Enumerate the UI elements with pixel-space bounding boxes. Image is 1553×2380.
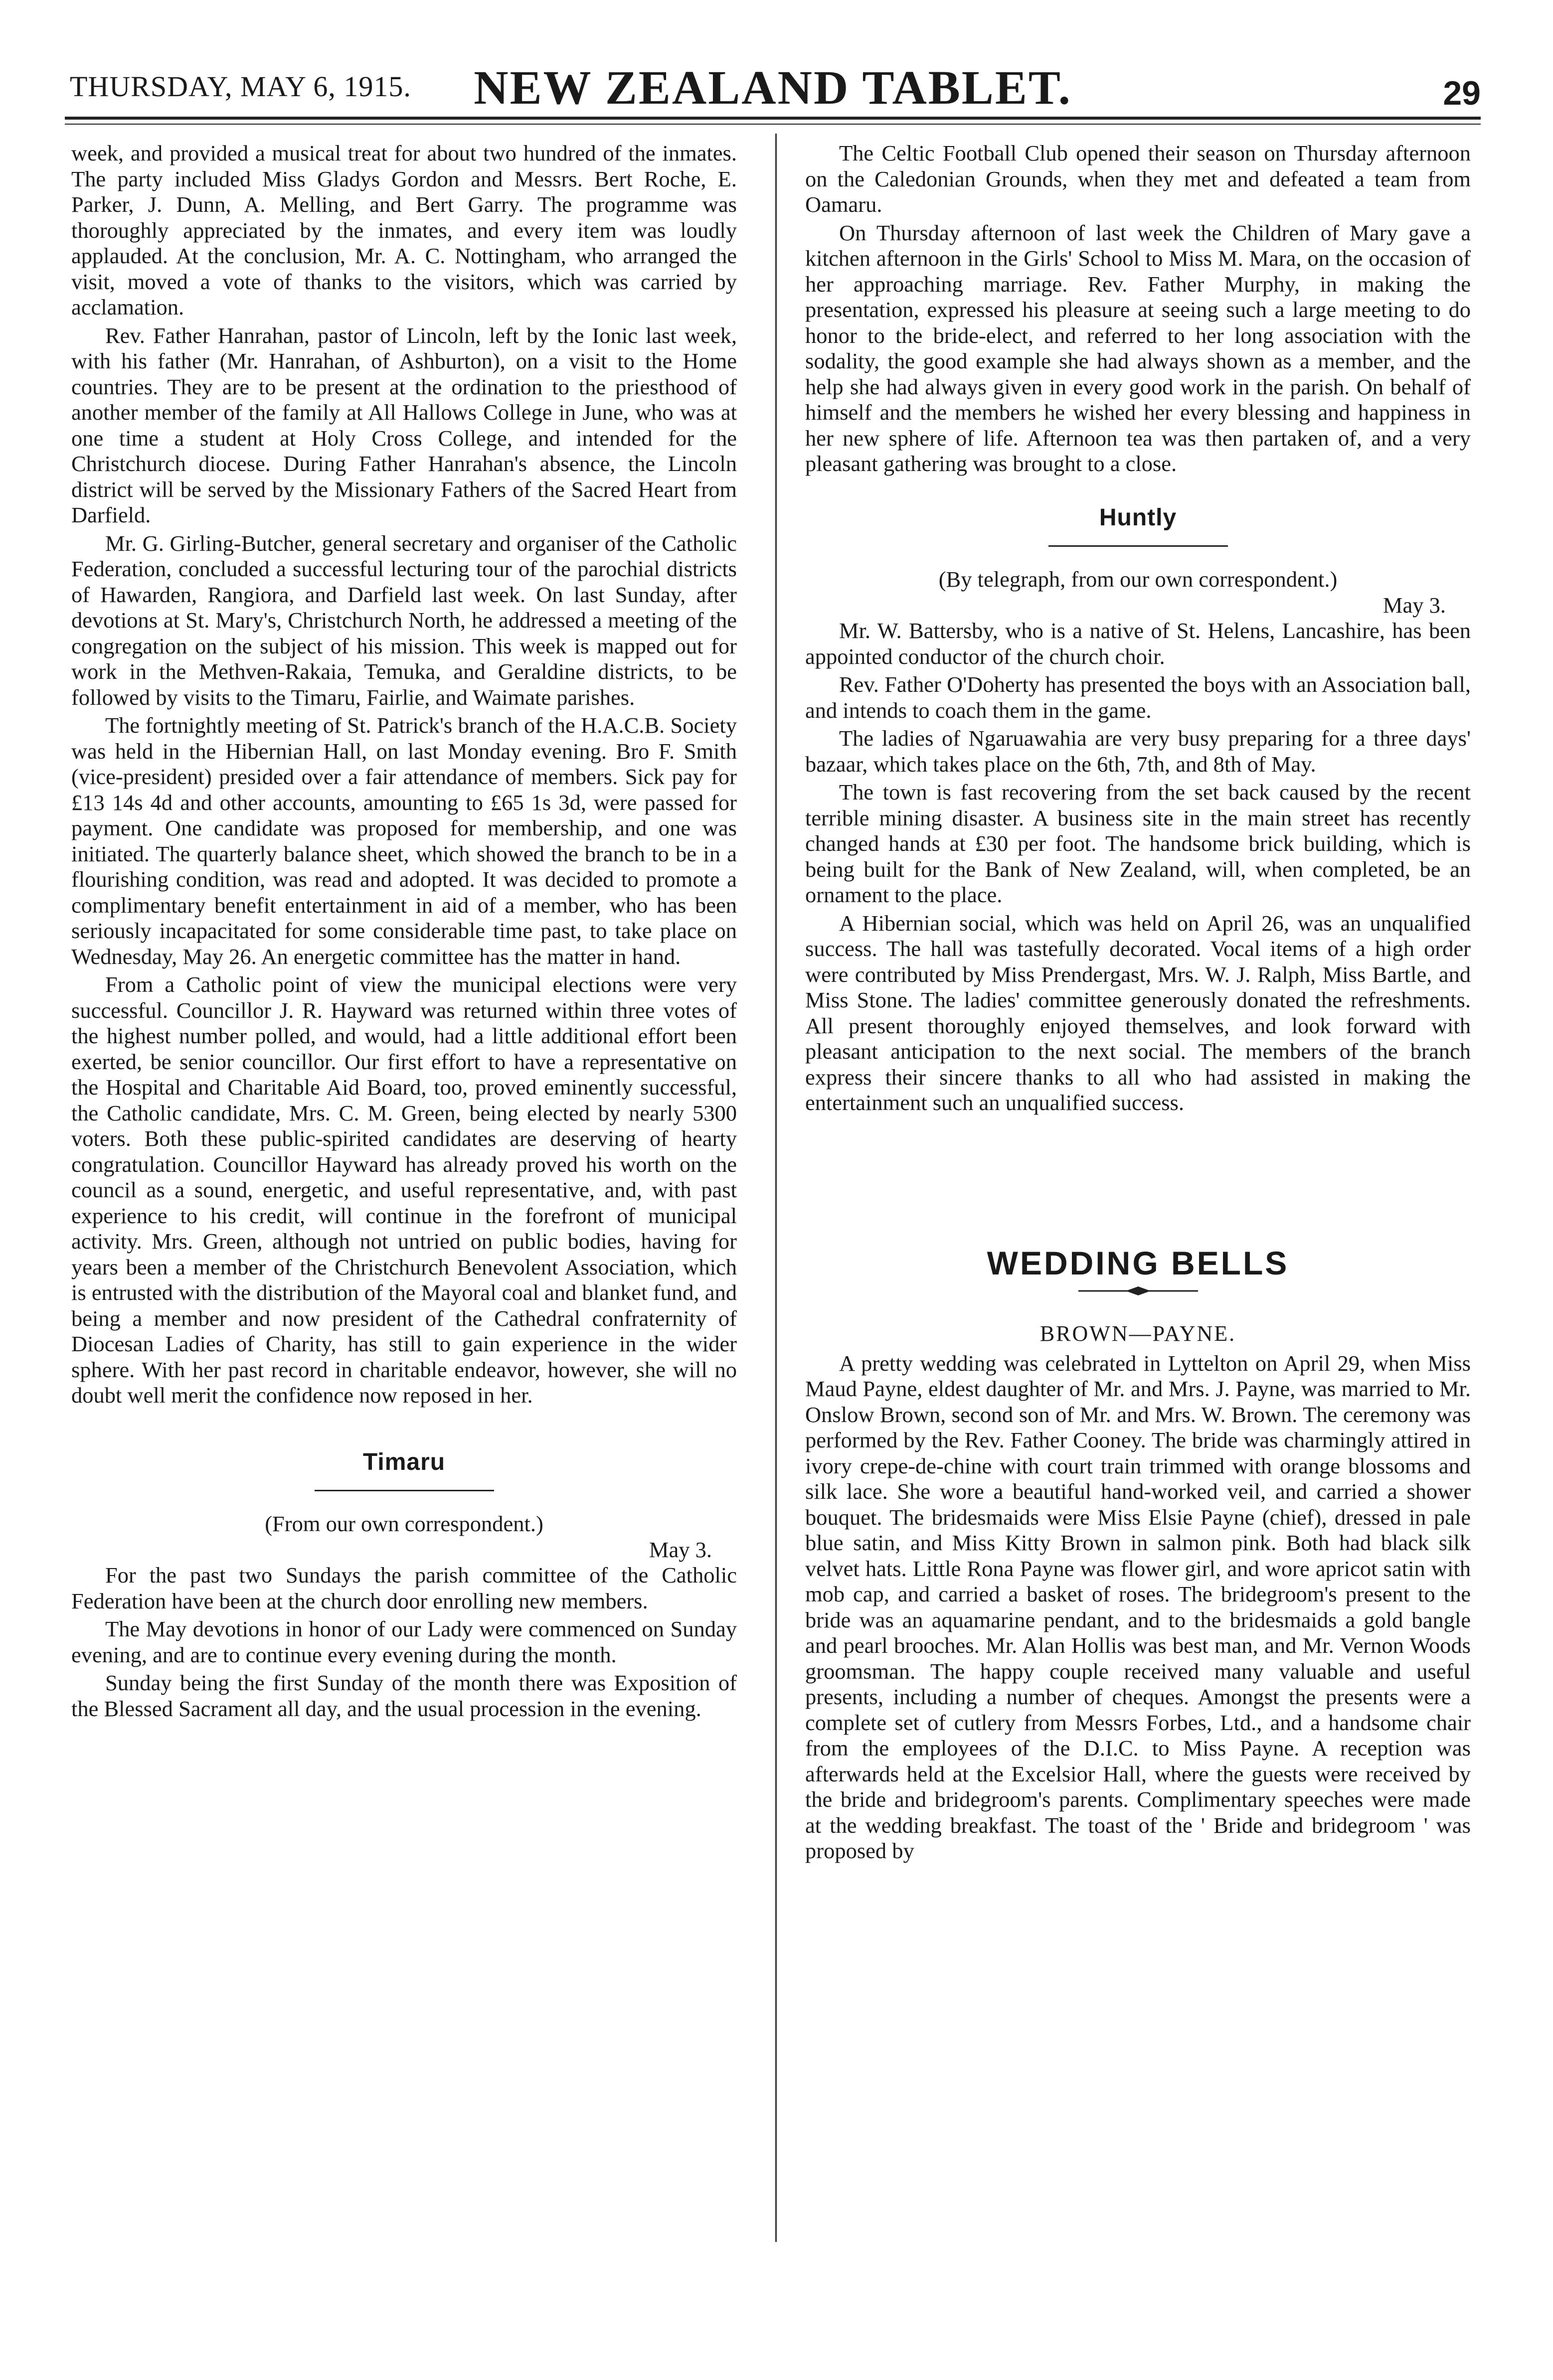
ornament-rule-icon xyxy=(1078,1285,1198,1297)
article-paragraph: Rev. Father Hanrahan, pastor of Lincoln, left by the Ionic last week, with his father (Mr. Hanrahan, of Ashburton), on a visit to the Home countries. They are to be present at the ordination to the priesthood of another member of the family at All Hallows College in June, who was at one time a student at Holy Cross College, and intended for the Christchurch diocese. During Father Hanrahan's absence, the Lincoln district will be served by the Missionary Fathers of the Sacred Heart from Darfield. xyxy=(71,322,737,527)
correspondent-line: (By telegraph, from our own correspondent.) xyxy=(938,567,1338,592)
article-paragraph: The May devotions in honor of our Lady were commenced on Sunday evening, and are to continue every evening during the month. xyxy=(71,1616,737,1667)
masthead-title: NEW ZEALAND TABLET. xyxy=(474,61,1072,114)
article-paragraph: Mr. G. Girling-Butcher, general secretary and organiser of the Catholic Federation, concluded a successful lecturing tour of the parochial districts of Hawarden, Rangiora, and Darfield last week. On last Sunday, after devotions at St. Mary's, Christchurch North, he addressed a meeting of the congregation on the subject of his mission. This week is mapped out for work in the Methven-Rakaia, Temuka, and Geraldine districts, to be followed by visits to the Timaru, Fairlie, and Waimate parishes. xyxy=(71,530,737,710)
article-paragraph: Mr. W. Battersby, who is a native of St. Helens, Lancashire, has been appointed conductor of the church choir. xyxy=(805,618,1471,669)
article-paragraph: From a Catholic point of view the municipal elections were very successful. Councillor J. R. Hayward was returned within three votes of the highest number polled, and would, had a little additional effort been exerted, be senior councillor. Our first effort to have a representative on the Hospital and Charitable Aid Board, too, proved eminently successful, the Catholic candidate, Mrs. C. M. Green, being elected by nearly 5300 voters. Both these public-spirited candidates are deserving of hearty congratulation. Councillor Hayward has already proved his worth on the council as a sound, energetic, and useful representative, and, with past experience to his credit, will continue in the forefront of municipal activity. Mrs. Green, although not untried on public bodies, having for years been a member of the Christchurch Benevolent Association, which is entrusted with the distribution of the Mayoral coal and blanket fund, and being a member and now president of the Cathedral confraternity of Diocesan Ladies of Charity, has still to gain experience in the wider sphere. With her past record in charitable endeavor, however, she will no doubt well merit the confidence now reposed in her. xyxy=(71,972,737,1408)
article-paragraph: week, and provided a musical treat for about two hundred of the inmates. The party included Miss Gladys Gordon and Messrs. Bert Roche, E. Parker, J. Dunn, A. Melling, and Bert Garry. The programme was thoroughly appreciated by the inmates, and every item was loudly applauded. At the conclusion, Mr. A. C. Nottingham, who arranged the visit, moved a vote of thanks to the visitors, which was carried by acclamation. xyxy=(71,141,737,319)
right-column xyxy=(805,141,1471,1864)
section-heading-huntly xyxy=(805,505,1471,547)
article-paragraph: The Celtic Football Club opened their season on Thursday afternoon on the Caledonian Grounds, when they met and defeated a team from Oamaru. xyxy=(805,141,1471,217)
article-paragraph: Rev. Father O'Doherty has presented the boys with an Association ball, and intends to coach them in the game. xyxy=(805,672,1471,723)
column-divider xyxy=(775,134,777,2242)
left-column xyxy=(71,141,737,1722)
issue-date: THURSDAY, MAY 6, 1915. xyxy=(70,70,411,103)
wedding-subheading: BROWN—PAYNE. xyxy=(1039,1321,1236,1346)
article-paragraph: The town is fast recovering from the set back caused by the recent terrible mining disaster. A business site in the main street has recently changed hands at £30 per foot. The handsome brick building, which is being built for the Bank of New Zealand, will, when completed, be an ornament to the place. xyxy=(805,780,1471,907)
dateline: May 3. xyxy=(1382,592,1446,618)
article-paragraph: A Hibernian social, which was held on April 26, was an unqualified success. The hall was tastefully decorated. Vocal items of a high order were contributed by Miss Prendergast, Mrs. W. J. Ralph, Miss Bartle, and Miss Stone. The ladies' committee generously donated the refreshments. All present thoroughly enjoyed themselves, and look forward with pleasant anticipation to the next social. The members of the branch express their sincere thanks to all who had assisted in making the entertainment such an unqualified success. xyxy=(805,910,1471,1115)
header-rule-thick xyxy=(65,117,1481,120)
page-number: 29 xyxy=(1443,74,1481,112)
header-rule-thin xyxy=(65,124,1481,125)
section-heading-text: Timaru xyxy=(362,1448,446,1475)
heading-underline xyxy=(315,1490,494,1491)
article-paragraph: The ladies of Ngaruawahia are very busy preparing for a three days' bazaar, which takes place on the 6th, 7th, and 8th of May. xyxy=(805,726,1471,777)
heading-underline xyxy=(1048,545,1228,547)
article-paragraph: A pretty wedding was celebrated in Lyttelton on April 29, when Miss Maud Payne, eldest daughter of Mr. and Mrs. J. Payne, was married to Mr. Onslow Brown, second son of Mr. and Mrs. W. Brown. The ceremony was performed by the Rev. Father Cooney. The bride was charmingly attired in ivory crepe-de-chine with court train trimmed with orange blossoms and silk lace. She wore a beautiful hand-worked veil, and carried a shower bouquet. The bridesmaids were Miss Elsie Payne (chief), dressed in pale blue satin, and Miss Kitty Brown in salmon pink. Both had black silk velvet hats. Little Rona Payne was flower girl, and wore apricot satin with mob cap, and carried a basket of roses. The bridegroom's present to the bride was an aquamarine pendant, and to the bridesmaids a gold bangle and pearl brooches. Mr. Alan Hollis was best man, and Mr. Vernon Woods groomsman. The happy couple received many valuable and useful presents, including a number of cheques. Amongst the presents were a complete set of cutlery from Messrs Forbes, Ltd., and a handsome chair from the employees of the D.I.C. to Miss Payne. A reception was afterwards held at the Excelsior Hall, where the guests were received by the bride and bridegroom's parents. Complimentary speeches were made at the wedding breakfast. The toast of the ' Bride and bridegroom ' was proposed by xyxy=(805,1350,1471,1863)
section-heading-timaru xyxy=(71,1449,737,1492)
article-paragraph: The fortnightly meeting of St. Patrick's branch of the H.A.C.B. Society was held in the Hibernian Hall, on last Monday evening. Bro F. Smith (vice-president) presided over a fair attendance of members. Sick pay for £13 14s 4d and other accounts, amounting to £65 1s 3d, were passed for payment. One candidate was proposed for membership, and one was initiated. The quarterly balance sheet, which showed the branch to be in a flourishing condition, was read and adopted. It was decided to promote a complimentary benefit entertainment in aid of a member, who has been seriously incapacitated for some considerable time past, to take place on Wednesday, May 26. An energetic committee has the matter in hand. xyxy=(71,713,737,969)
article-paragraph: For the past two Sundays the parish committee of the Catholic Federation have been at the church door enrolling new members. xyxy=(71,1563,737,1613)
section-heading-text: Huntly xyxy=(1099,504,1177,531)
page-header xyxy=(65,56,1481,116)
article-paragraph: On Thursday afternoon of last week the Children of Mary gave a kitchen afternoon in the Girls' School to Miss M. Mara, on the occasion of her approaching marriage. Rev. Father Murphy, in making the presentation, expressed his pleasure at seeing such a large meeting to do honor to the bride-elect, and referred to her long association with the sodality, the good example she had always shown as a member, and the help she had always given in every good work in the parish. On behalf of himself and the members he wished her every blessing and happiness in her new sphere of life. Afternoon tea was then partaken of, and a very pleasant gathering was brought to a close. xyxy=(805,220,1471,476)
article-paragraph: Sunday being the first Sunday of the month there was Exposition of the Blessed Sacrament all day, and the usual procession in the evening. xyxy=(71,1670,737,1721)
correspondent-line: (From our own correspondent.) xyxy=(265,1511,543,1536)
dateline: May 3. xyxy=(649,1537,712,1562)
wedding-bells-heading: WEDDING BELLS xyxy=(987,1244,1289,1281)
